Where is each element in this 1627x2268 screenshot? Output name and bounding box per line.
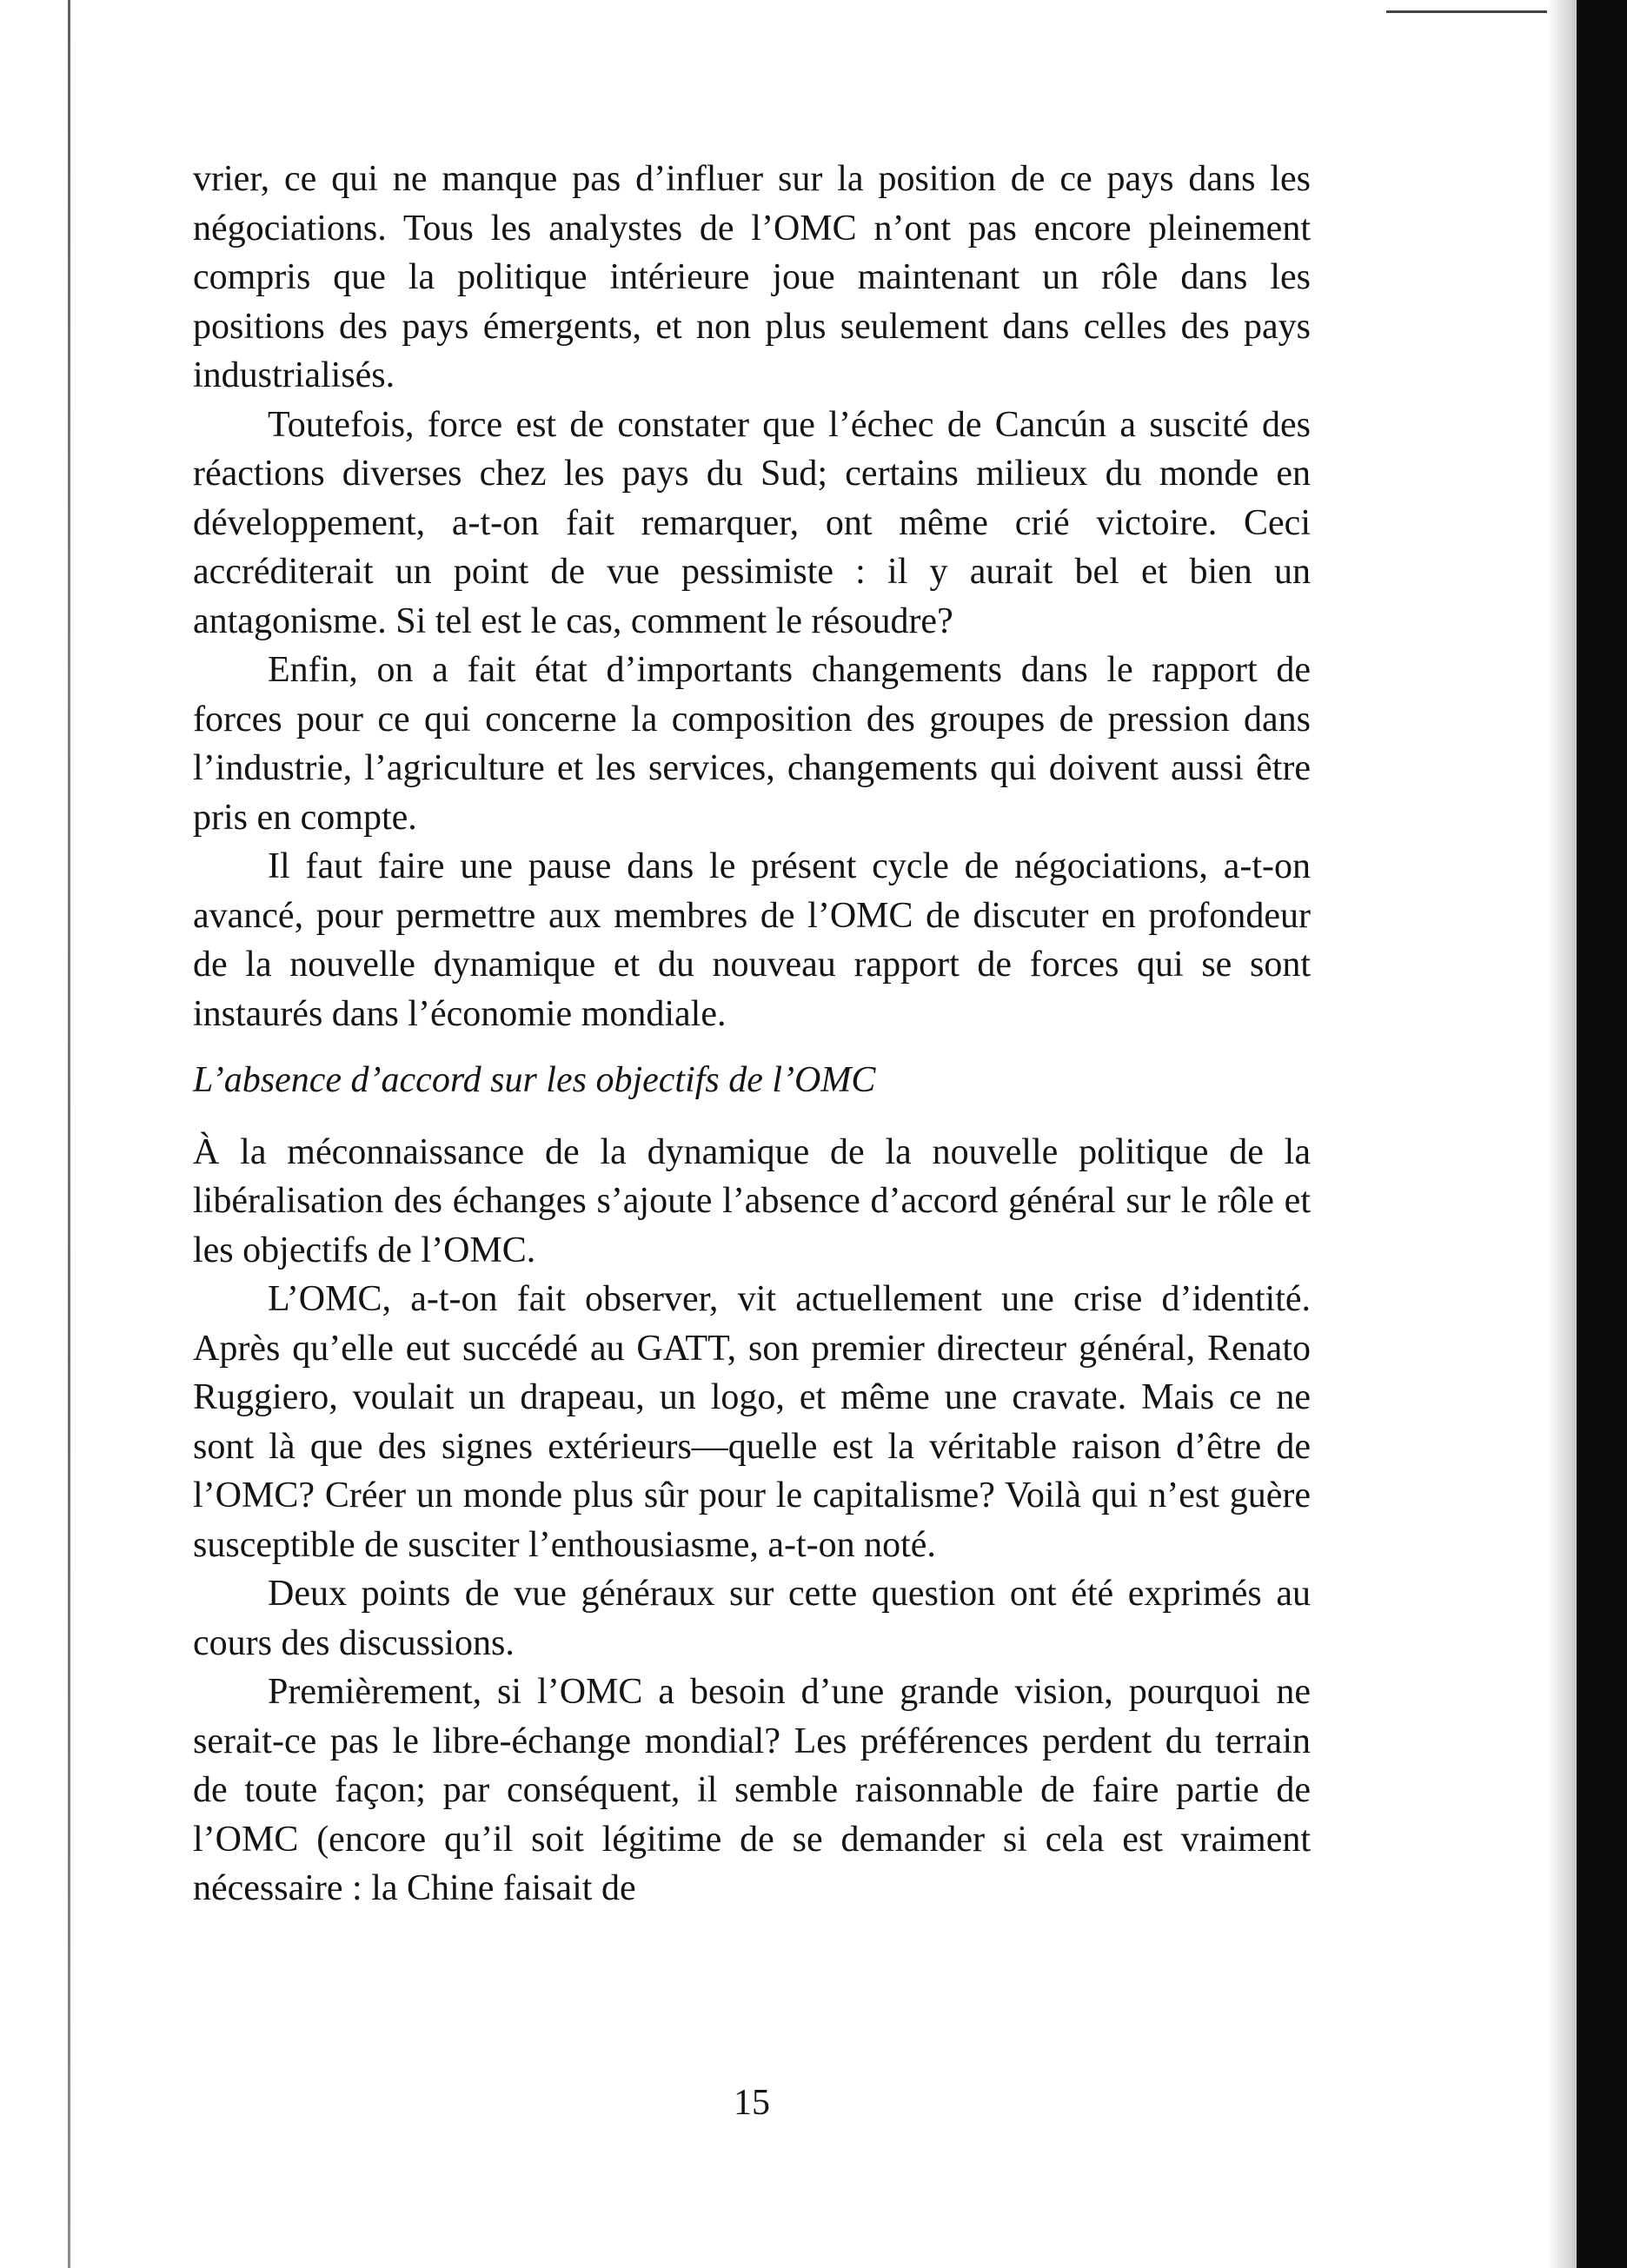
scan-left-edge <box>68 0 70 2268</box>
paragraph: Deux points de vue généraux sur cette question ont été exprimés au cours des discussions. <box>193 1574 1311 1663</box>
scan-right-shadow <box>1547 0 1577 2268</box>
page-number: 15 <box>734 2083 770 2123</box>
paragraph: Il faut faire une pause dans le présent cycle de négociations, a-t-on avancé, pour permettre aux membres de l’OMC de discuter en profondeur de la nouvelle dynamique et du nouveau rapport de forces qui se sont instaurés dans l’économie mondiale. <box>193 846 1311 1034</box>
paragraph: Enfin, on a fait état d’importants changements dans le rapport de forces pour ce qui concerne la composition des groupes de pression dans l’industrie, l’agriculture et les services, changements qui doivent aussi être pris en compte. <box>193 650 1311 838</box>
paragraph: Toutefois, force est de constater que l’échec de Cancún a suscité des réactions diverses chez les pays du Sud; certains milieux du monde en développement, a-t-on fait remarquer, ont même crié victoire. Ceci accréditerait un point de vue pessimiste : il y aurait bel et bien un antagonisme. Si tel est le cas, comment le résoudre? <box>193 404 1311 641</box>
section-heading: L’absence d’accord sur les objectifs de l’OMC <box>193 1060 876 1100</box>
paragraph: L’OMC, a-t-on fait observer, vit actuellement une crise d’identité. Après qu’elle eut succédé au GATT, son premier directeur général, Renato Ruggiero, voulait un drapeau, un logo, et même une cravate. Mais ce ne sont là que des signes extérieurs—quelle est la véritable raison d’être de l’OMC? Créer un monde plus sûr pour le capitalisme? Voilà qui n’est guère susceptible de susciter l’enthousiasme, a-t-on noté. <box>193 1279 1311 1565</box>
scan-right-edge <box>1577 0 1627 2268</box>
paragraph: Premièrement, si l’OMC a besoin d’une grande vision, pourquoi ne serait-ce pas le libre-échange mondial? Les préférences perdent du terrain de toute façon; par conséquent, il semble raisonnable de faire partie de l’OMC (encore qu’il soit légitime de se demander si cela est vraiment nécessaire : la Chine faisait de <box>193 1672 1311 1908</box>
paragraph: À la méconnaissance de la dynamique de la nouvelle politique de la libéralisation des échanges s’ajoute l’absence d’accord général sur le rôle et les objectifs de l’OMC. <box>193 1131 1311 1270</box>
paragraph-continuation: vrier, ce qui ne manque pas d’influer sur la position de ce pays dans les négociations. Tous les analystes de l’OMC n’ont pas encore pleinement compris que la politique intérieure joue maintenant un rôle dans les positions des pays émergents, et non plus seulement dans celles des pays industrialisés. <box>193 159 1311 395</box>
page-body <box>193 155 1311 1913</box>
scan-top-mark <box>1386 10 1547 13</box>
